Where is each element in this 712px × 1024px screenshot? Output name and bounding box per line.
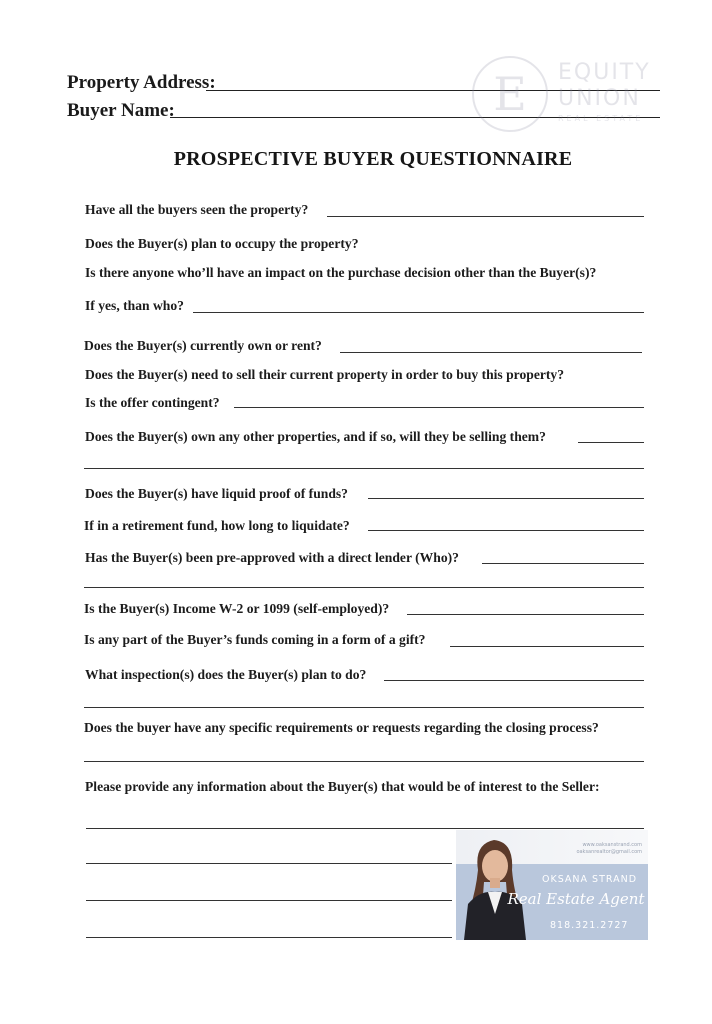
question-other-properties: Does the Buyer(s) own any other properties, and if so, will they be selling them? [85, 429, 546, 444]
answer-line-gift-funds[interactable] [450, 646, 644, 647]
answer-line-income-type[interactable] [407, 614, 644, 615]
question-seen-property: Have all the buyers seen the property? [85, 202, 309, 217]
question-retirement-fund: If in a retirement fund, how long to liquidate? [84, 518, 350, 533]
logo-emblem: E [472, 56, 548, 132]
question-if-yes-who: If yes, than who? [85, 298, 184, 313]
question-own-or-rent: Does the Buyer(s) currently own or rent? [84, 338, 322, 353]
answer-line-buyer-info-2[interactable] [86, 863, 452, 864]
answer-line-buyer-info-3[interactable] [86, 900, 452, 901]
agent-name: OKSANA STRAND [542, 874, 638, 885]
page-title: PROSPECTIVE BUYER QUESTIONNAIRE [173, 148, 573, 170]
question-occupy: Does the Buyer(s) plan to occupy the property? [85, 236, 359, 251]
answer-line-seen-property[interactable] [327, 216, 644, 217]
question-buyer-info: Please provide any information about the Buyer(s) that would be of interest to the Seller: [85, 779, 600, 794]
logo-line-2: UNION [558, 86, 641, 111]
question-income-type: Is the Buyer(s) Income W-2 or 1099 (self-employed)? [84, 601, 390, 616]
answer-line-other-properties-2[interactable] [84, 468, 644, 469]
agent-portrait-icon [460, 830, 528, 940]
answer-line-own-or-rent[interactable] [340, 352, 642, 353]
answer-line-contingent[interactable] [234, 407, 644, 408]
answer-line-closing-requirements[interactable] [84, 761, 644, 762]
agent-title: Real Estate Agent [507, 890, 645, 908]
question-sell-current: Does the Buyer(s) need to sell their current property in order to buy this property? [85, 367, 565, 382]
logo-line-1: EQUITY [558, 60, 651, 85]
answer-line-proof-of-funds[interactable] [368, 498, 644, 499]
question-decision-impact: Is there anyone who’ll have an impact on the purchase decision other than the Buyer(s)? [85, 265, 597, 280]
answer-line-pre-approved[interactable] [482, 563, 644, 564]
answer-line-pre-approved-2[interactable] [84, 587, 644, 588]
question-closing-requirements: Does the buyer have any specific requirements or requests regarding the closing process? [84, 720, 599, 735]
question-gift-funds: Is any part of the Buyer’s funds coming in a form of a gift? [84, 632, 426, 647]
question-pre-approved: Has the Buyer(s) been pre-approved with a direct lender (Who)? [85, 550, 459, 565]
answer-line-buyer-info-1[interactable] [86, 828, 644, 829]
logo-line-3: REAL ESTATE [558, 114, 644, 123]
question-contingent: Is the offer contingent? [85, 395, 220, 410]
question-inspections: What inspection(s) does the Buyer(s) plan to do? [85, 667, 367, 682]
question-proof-of-funds: Does the Buyer(s) have liquid proof of funds? [85, 486, 348, 501]
equity-union-logo [470, 54, 662, 134]
agent-phone: 818.321.2727 [550, 920, 629, 931]
answer-line-buyer-info-4[interactable] [86, 937, 452, 938]
property-address-label: Property Address: [67, 72, 216, 93]
answer-line-inspections-2[interactable] [84, 707, 644, 708]
agent-website: www.oaksanstrand.com [582, 842, 642, 848]
answer-line-retirement-fund[interactable] [368, 530, 644, 531]
answer-line-other-properties[interactable] [578, 442, 644, 443]
agent-business-card [456, 830, 648, 940]
agent-email: oaksanrealtor@gmail.com [576, 849, 642, 855]
answer-line-inspections[interactable] [384, 680, 644, 681]
answer-line-who[interactable] [193, 312, 644, 313]
buyer-name-label: Buyer Name: [67, 100, 175, 121]
